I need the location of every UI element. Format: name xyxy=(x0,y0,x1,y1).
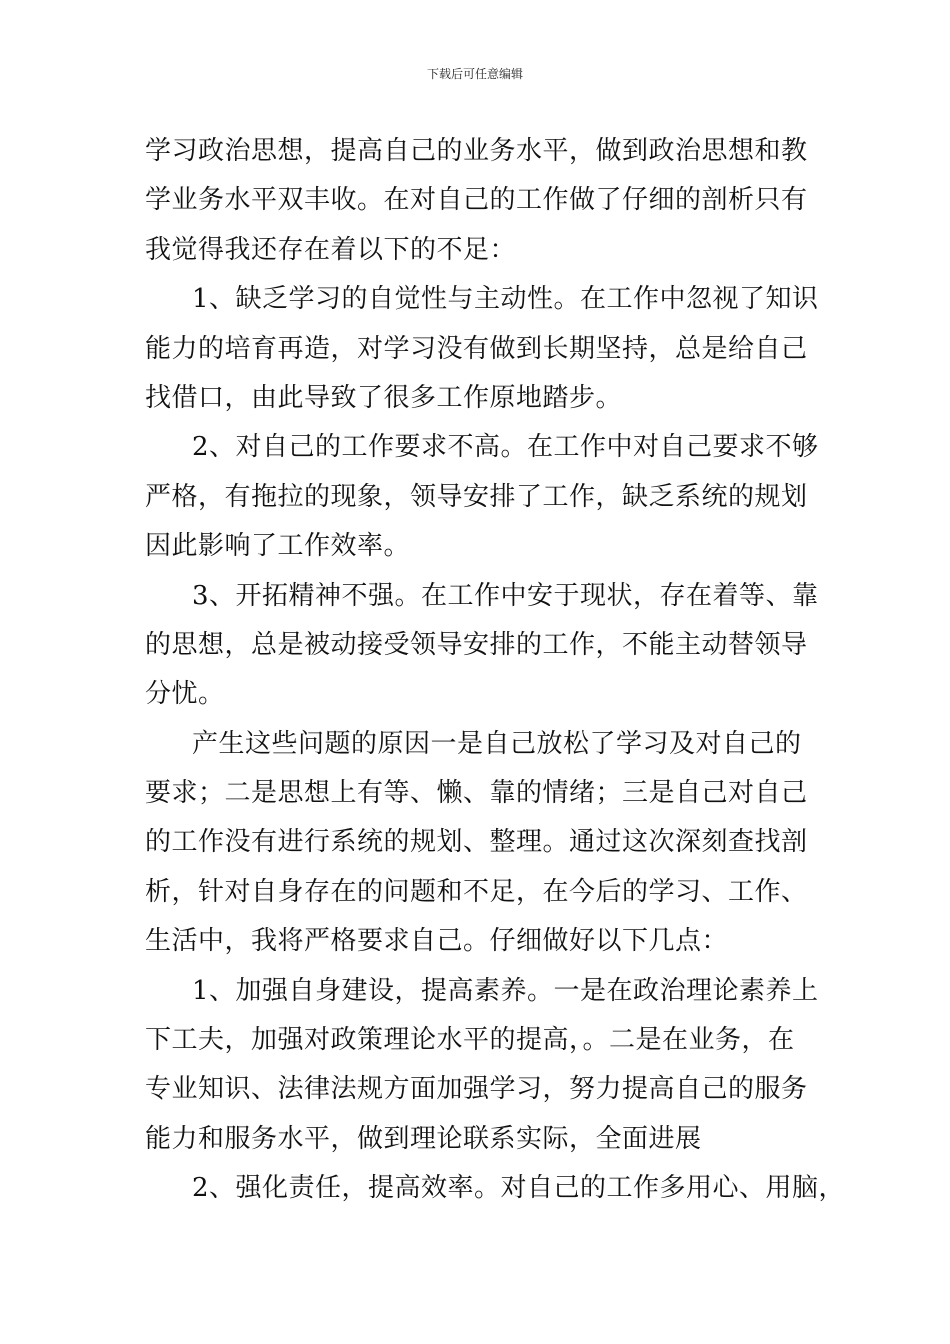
header-text: 下载后可任意编辑 xyxy=(426,67,523,81)
text-line: 能力的培育再造，对学习没有做到长期坚持，总是给自己 xyxy=(145,333,808,364)
text-line: 找借口，由此导致了很多工作原地踏步。 xyxy=(145,382,623,413)
paragraph-first-line: 2、对自己的工作要求不高。在工作中对自己要求不够 xyxy=(192,432,819,463)
document-body xyxy=(145,127,846,1214)
text-line: 生活中，我将严格要求自己。仔细做好以下几点： xyxy=(145,926,729,957)
page-header xyxy=(0,66,950,82)
paragraph-first-line: 1、加强自身建设，提高素养。一是在政治理论素养上 xyxy=(192,975,819,1006)
text-line: 专业知识、法律法规方面加强学习，努力提高自己的服务 xyxy=(145,1074,808,1105)
paragraph-first-line: 2、强化责任，提高效率。对自己的工作多用心、用脑， xyxy=(192,1173,846,1204)
paragraph-first-line: 产生这些问题的原因一是自己放松了学习及对自己的 xyxy=(192,728,802,759)
paragraph-first-line: 1、缺乏学习的自觉性与主动性。在工作中忽视了知识 xyxy=(192,284,819,315)
text-line: 的思想，总是被动接受领导安排的工作，不能主动替领导 xyxy=(145,629,808,660)
text-line: 要求；二是思想上有等、懒、靠的情绪；三是自己对自己 xyxy=(145,778,808,809)
text-line: 学习政治思想，提高自己的业务水平，做到政治思想和教 xyxy=(145,136,808,166)
text-line: 因此影响了工作效率。 xyxy=(145,531,411,562)
text-line: 我觉得我还存在着以下的不足： xyxy=(145,234,517,265)
text-line: 分忧。 xyxy=(145,679,225,710)
text-line: 析，针对自身存在的问题和不足，在今后的学习、工作、 xyxy=(145,876,808,907)
text-line: 能力和服务水平，做到理论联系实际，全面进展 xyxy=(145,1123,702,1154)
text-line: 的工作没有进行系统的规划、整理。通过这次深刻查找剖 xyxy=(145,827,808,858)
text-line: 学业务水平双丰收。在对自己的工作做了仔细的剖析只有 xyxy=(145,185,808,216)
text-line: 严格，有拖拉的现象，领导安排了工作，缺乏系统的规划 xyxy=(145,481,808,512)
paragraph-first-line: 3、开拓精神不强。在工作中安于现状，存在着等、靠 xyxy=(192,580,819,611)
text-line: 下工夫，加强对政策理论水平的提高，。二是在业务，在 xyxy=(145,1025,795,1056)
